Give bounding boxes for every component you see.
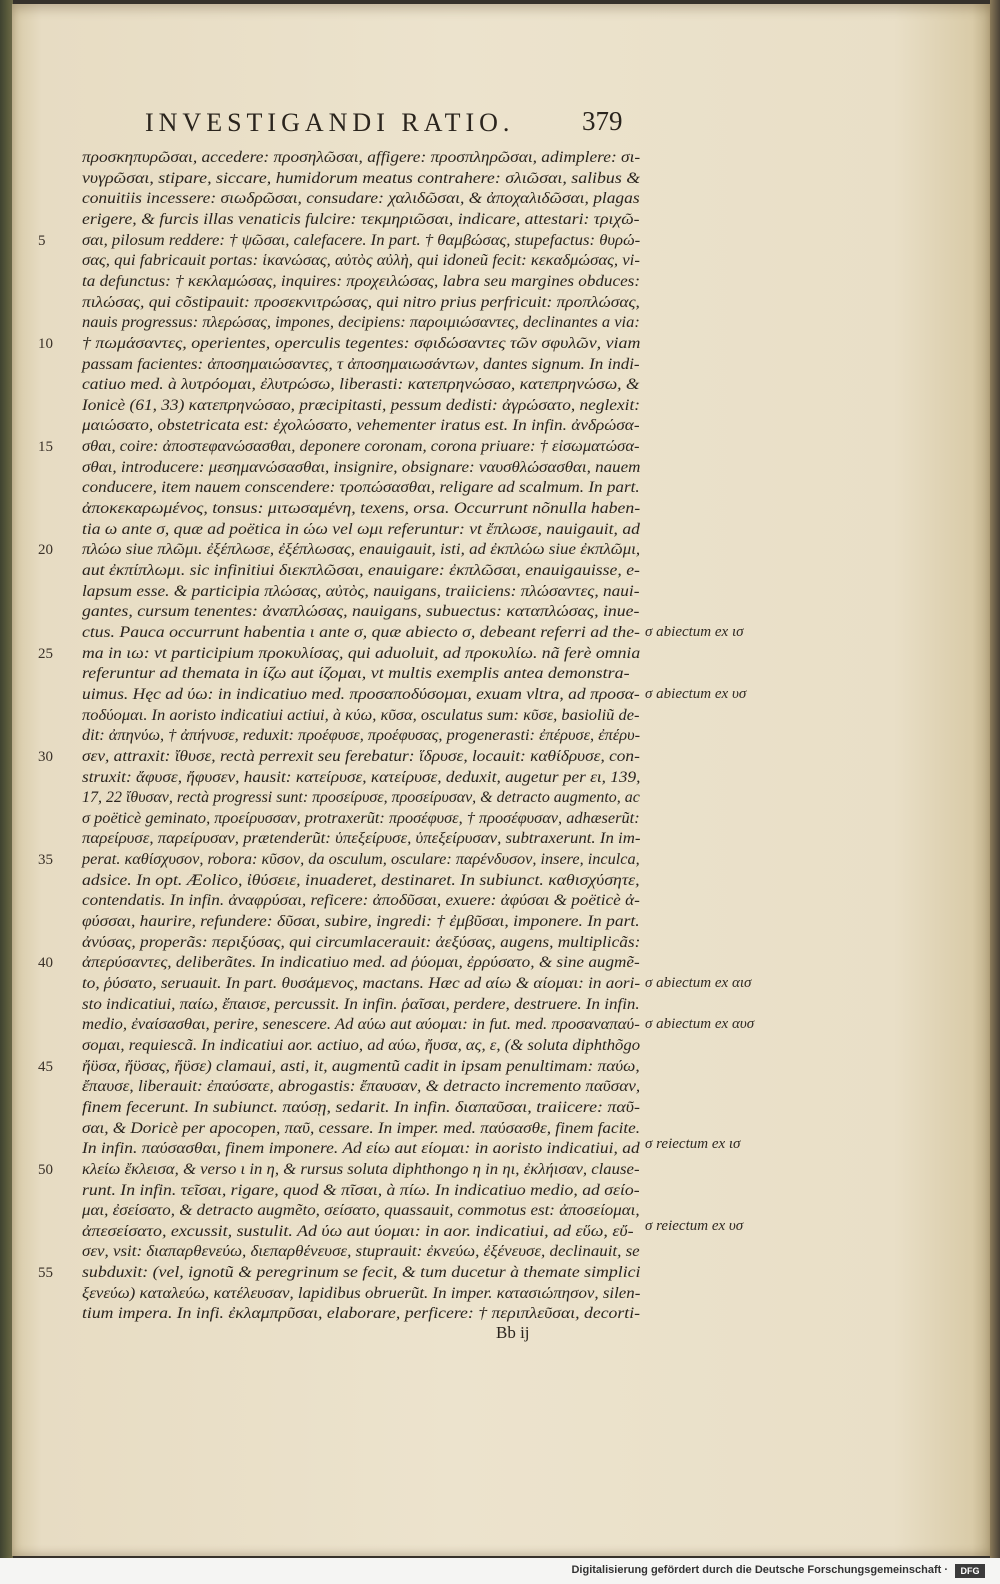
text-line: ctus. Pauca occurrunt habentia ι ante σ, quæ abiecto σ, debeant referri ad the- <box>82 623 640 641</box>
margin-note: σ abiectum ex υσ <box>645 686 747 702</box>
text-line: contendatis. In infin. ἀναφρύσαι, reficere: ἀποδῦσαι, exuere: ἀφύσαι & poëticè ἀ- <box>82 892 640 910</box>
text-line: tia ω ante σ, quæ ad poëtica in ώω vel ωμι referuntur: vt ἔπλωσε, nauigauit, ad <box>82 520 640 538</box>
text-line: conuitiis incessere: σιωδρῶσαι, consudare: χαλιδῶσαι, & ἀποχαλιδῶσαι, plagas <box>82 190 640 208</box>
footer-credit: Digitalisierung gefördert durch die Deutsche Forschungsgemeinschaft · <box>571 1564 948 1576</box>
text-line: σθαι, coire: ἀποστεφανώσασθαι, deponere coronam, corona priuare: † εἰσωματώσα- <box>82 438 640 456</box>
text-line: erigere, & furcis illas venaticis fulcire: τεκμηριῶσαι, indicare, attestari: τριχῶ- <box>82 210 640 228</box>
text-line: νυγρῶσαι, stipare, siccare, humidorum meatus contrahere: σλιῶσαι, salibus & <box>82 169 641 187</box>
margin-note: σ reiectum ex υσ <box>645 1218 744 1234</box>
text-line: In infin. παύσασθαι, finem imponere. Ad είω aut είομαι: in aoristo indicatiui, ad <box>82 1140 640 1158</box>
text-line: perat. καθίσχυσον, robora: κῦσον, da osculum, osculare: παρένδυσον, insere, inculca, <box>82 851 640 869</box>
text-line: gantes, cursum tenentes: ἀναπλώσας, nauigans, subuectus: καταπλώσας, inue- <box>82 603 640 621</box>
text-line: κλείω ἔκλεισα, & verso ι in η, & rursus soluta diphthongo η in ηι, ἐκλήισαν, clause- <box>82 1160 640 1178</box>
line-number: 50 <box>38 1161 53 1178</box>
text-line: πιλώσας, qui cõstipauit: προσεκνιτρώσας, qui nitro prius perfricuit: προπλώσας, <box>82 293 640 311</box>
margin-note: σ abiectum ex ισ <box>645 624 744 640</box>
text-line: finem fecerunt. In subiunct. παύσῃ, sedarit. In infin. διαπαῦσαι, traiicere: παῦ- <box>82 1098 640 1116</box>
line-number: 15 <box>38 439 53 456</box>
text-line: conducere, item nauem conscendere: τροπώσασθαι, religare ad scalmum. In part. <box>82 479 640 497</box>
text-line: ἔπαυσε, liberauit: ἐπαύσατε, abrogastis: ἔπαυσαν, & detracto incremento παῦσαν, <box>82 1078 641 1096</box>
text-line: παρείρυσε, παρείρυσαν, prætenderũt: ὑπεξείρυσε, ὑπεξείρυσαν, subtraxerunt. In im- <box>82 830 641 848</box>
text-line: aut ἐκπίπλωμι. sic infinitiui διεκπλῶσαι, enauigare: ἐκπλῶσαι, enauigauisse, e- <box>82 562 640 579</box>
text-line: σαι, & Doricè per apocopen, παῦ, cessare. In imper. med. παύσασθε, finem facite. <box>82 1119 641 1137</box>
text-line: to, ῥύσατο, seruauit. In part. θυσάμενος, mactans. Hæc ad αίω & αίομαι: in aori- <box>82 975 641 992</box>
text-line: dit: ἀπηνύω, † ἀπήνυσε, reduxit: προέφυσε, προέφυσας, progenerasti: ἐπέρυσε, ἐπέρυ- <box>82 727 641 745</box>
margin-note: σ abiectum ex αισ <box>645 975 752 991</box>
text-line: Ionicè (61, 33) κατεπρηνώσαο, præcipitasti, pessum dedisti: ἀγρώσατο, neglexit: <box>82 396 641 414</box>
text-line: ta defunctus: † κεκλαμώσας, inquires: προχειλώσας, labra seu margines obduces: <box>82 272 641 290</box>
text-line: σεν, vsit: διαπαρθενεύω, διεπαρθένευσε, stuprauit: ἐκνεύω, ἐξένευσε, declinauit, se <box>82 1243 640 1261</box>
line-number: 10 <box>38 335 53 352</box>
text-line: πλώω siue πλῶμι. ἐξέπλωσε, ἐξέπλωσας, enauigauit, isti, ad ἐκπλώω siue ἐκπλῶμι, <box>82 541 641 559</box>
running-title: INVESTIGANDI RATIO. <box>145 108 515 137</box>
signature-mark: Bb ij <box>496 1323 530 1342</box>
text-line: ἀπεσείσατο, excussit, sustulit. Ad ύω aut ύομαι: in aor. indicatiui, ad εὕω, εὔ- <box>82 1222 634 1240</box>
text-line: μαι, ἐσείσατο, & detracto augmẽto, σείσατο, quassauit, commotus est: ἀποσείομαι, <box>82 1202 640 1220</box>
text-line: adsice. In opt. Æolico, ἰθύσειε, inuaderet, destinaret. In subiunct. καθισχύσητε, <box>82 871 640 889</box>
text-line: σαι, pilosum reddere: † ψῶσαι, calefacere. In part. † θαμβώσας, stupefactus: θυρώ- <box>82 231 641 249</box>
text-line: referuntur ad themata in ίζω aut ίζομαι, vt multis exemplis antea demonstra- <box>82 665 630 683</box>
text-line: catiuo med. à λυτρόομαι, ἐλυτρώσω, liberasti: κατεπρηνώσαο, κατεπρηνώσω, & <box>82 376 640 394</box>
line-number: 30 <box>38 748 53 765</box>
text-line: passam facientes: ἀποσημαιώσαντες, τ ἀποσημαιωσάντων, dantes signum. In indi- <box>82 355 640 373</box>
text-line: uimus. Hęc ad ύω: in indicatiuo med. προσαποδύσομαι, exuam vltra, ad προσα- <box>82 685 640 703</box>
text-line: σεν, attraxit: ἴθυσε, rectà perrexit seu ferebatur: ἵδρυσε, locauit: καθίδρυσε, con- <box>82 747 640 765</box>
text-line: σας, qui fabricauit portas: ἱκανώσας, αὐτὸς αὐλὴ, qui idoneũ fecit: κεκαδμώσας, vi- <box>82 252 640 270</box>
margin-note: σ abiectum ex αυσ <box>645 1016 755 1032</box>
text-line: μαιώσατο, obstetricata est: ἐχολώσατο, vehementer iratus est. In infin. ἀνδρώσα- <box>82 417 640 435</box>
page-right-edge <box>990 0 1000 1558</box>
text-line: φύσσαι, haurire, refundere: δῦσαι, subire, ingredi: † ἐμβῦσαι, imponere. In part. <box>82 913 640 931</box>
line-number: 35 <box>38 852 53 869</box>
text-line: προσκηπυρῶσαι, accedere: προσηλῶσαι, affigere: προσπληρῶσαι, adimplere: σι- <box>82 149 641 166</box>
text-line: ξενεύω) καταλεύω, κατέλευσαν, lapidibus obruerũt. In imper. κατασιώπησον, silen- <box>82 1284 641 1302</box>
text-line: † πωμάσαντες, operientes, operculis tegentes: σφιδώσαντες τῶν σφυλῶν, viam <box>82 334 641 352</box>
line-number: 25 <box>38 645 53 662</box>
text-line: σομαι, requiescã. In indicatiui aor. actiuo, ad αύω, ἤυσα, ας, ε, (& soluta diphthõgo <box>82 1036 641 1054</box>
text-line: ποδύομαι. In aoristo indicatiui actiui, à κύω, κῦσα, osculatus sum: κῦσε, basioliũ de- <box>82 706 640 724</box>
text-line: ma in ιω: vt participium προκυλίσας, qui aduoluit, ad προκυλίω. nã ferè omnia <box>82 644 641 662</box>
text-line: sto indicatiui, παίω, ἔπαισε, percussit. In infin. ῥαῖσαι, perdere, destruere. In infin. <box>82 995 640 1013</box>
page-number: 379 <box>582 106 623 136</box>
line-number: 40 <box>38 955 53 972</box>
line-number: 45 <box>38 1058 53 1075</box>
text-line: σ poëticè geminato, προείρυσσαν, protraxerũt: προσέφυσε, † προσέφυσαν, adhæserũt: <box>82 809 640 827</box>
line-number: 55 <box>38 1265 53 1282</box>
text-line: lapsum esse. & participia πλώσας, αὐτὸς, nauigans, traiiciens: πλώσαντες, naui- <box>82 582 640 600</box>
line-number: 5 <box>38 232 46 249</box>
text-line: runt. In infin. τεῖσαι, rigare, quod & πῖσαι, à πίω. In indicatiuo medio, ad σείο- <box>82 1181 640 1199</box>
text-line: subduxit: (vel, ignotũ & peregrinum se fecit, & tum ducetur à themate simplici <box>82 1264 641 1282</box>
margin-note: σ reiectum ex ισ <box>645 1136 741 1152</box>
digitization-footer <box>0 1558 1000 1584</box>
text-line: ἀποκεκαρωμένος, tonsus: μιτωσαμένη, texens, orsa. Occurrunt nõnulla haben- <box>82 500 641 518</box>
text-line: ἤϋσα, ἤϋσας, ἤϋσε) clamaui, asti, it, augmentũ cadit in ipsam penultimam: παύω, <box>82 1057 640 1075</box>
line-number: 20 <box>38 542 53 559</box>
text-line: nauis progressus: πλερώσας, impones, decipiens: παροιμιώσαντες, declinantes a via: <box>82 314 640 332</box>
text-line: 17, 22 ἴθυσαν, rectà progressi sunt: προσείρυσε, προσείρυσαν, & detracto augmento, ac <box>82 789 640 807</box>
text-line: ἀπερύσαντες, deliberãtes. In indicatiuo med. ad ῥύομαι, ἐρρύσατο, & sine augmẽ- <box>82 954 640 972</box>
dfg-logo-icon: DFG <box>955 1564 985 1578</box>
text-line: medio, ἐναίσασθαι, perire, senescere. Ad αύω aut αύομαι: in fut. med. προσαναπαύ- <box>82 1016 640 1034</box>
text-line: struxit: ἄφυσε, ἤφυσεν, hausit: κατείρυσε, κατείρυσε, deduxit, augetur per ει, 139, <box>82 768 641 786</box>
text-line: σθαι, introducere: μεσημανώσασθαι, insignire, obsignare: ναυσθλώσασθαι, nauem <box>82 458 641 476</box>
text-line: ἀνύσας, properãs: περιξύσας, qui circumlacerauit: ἀεξύσας, augens, multiplicãs: <box>82 933 641 951</box>
text-line: tium impera. In infi. ἐκλαμπρῦσαι, elaborare, perficere: † περιπλεῦσαι, decorti- <box>82 1305 640 1323</box>
